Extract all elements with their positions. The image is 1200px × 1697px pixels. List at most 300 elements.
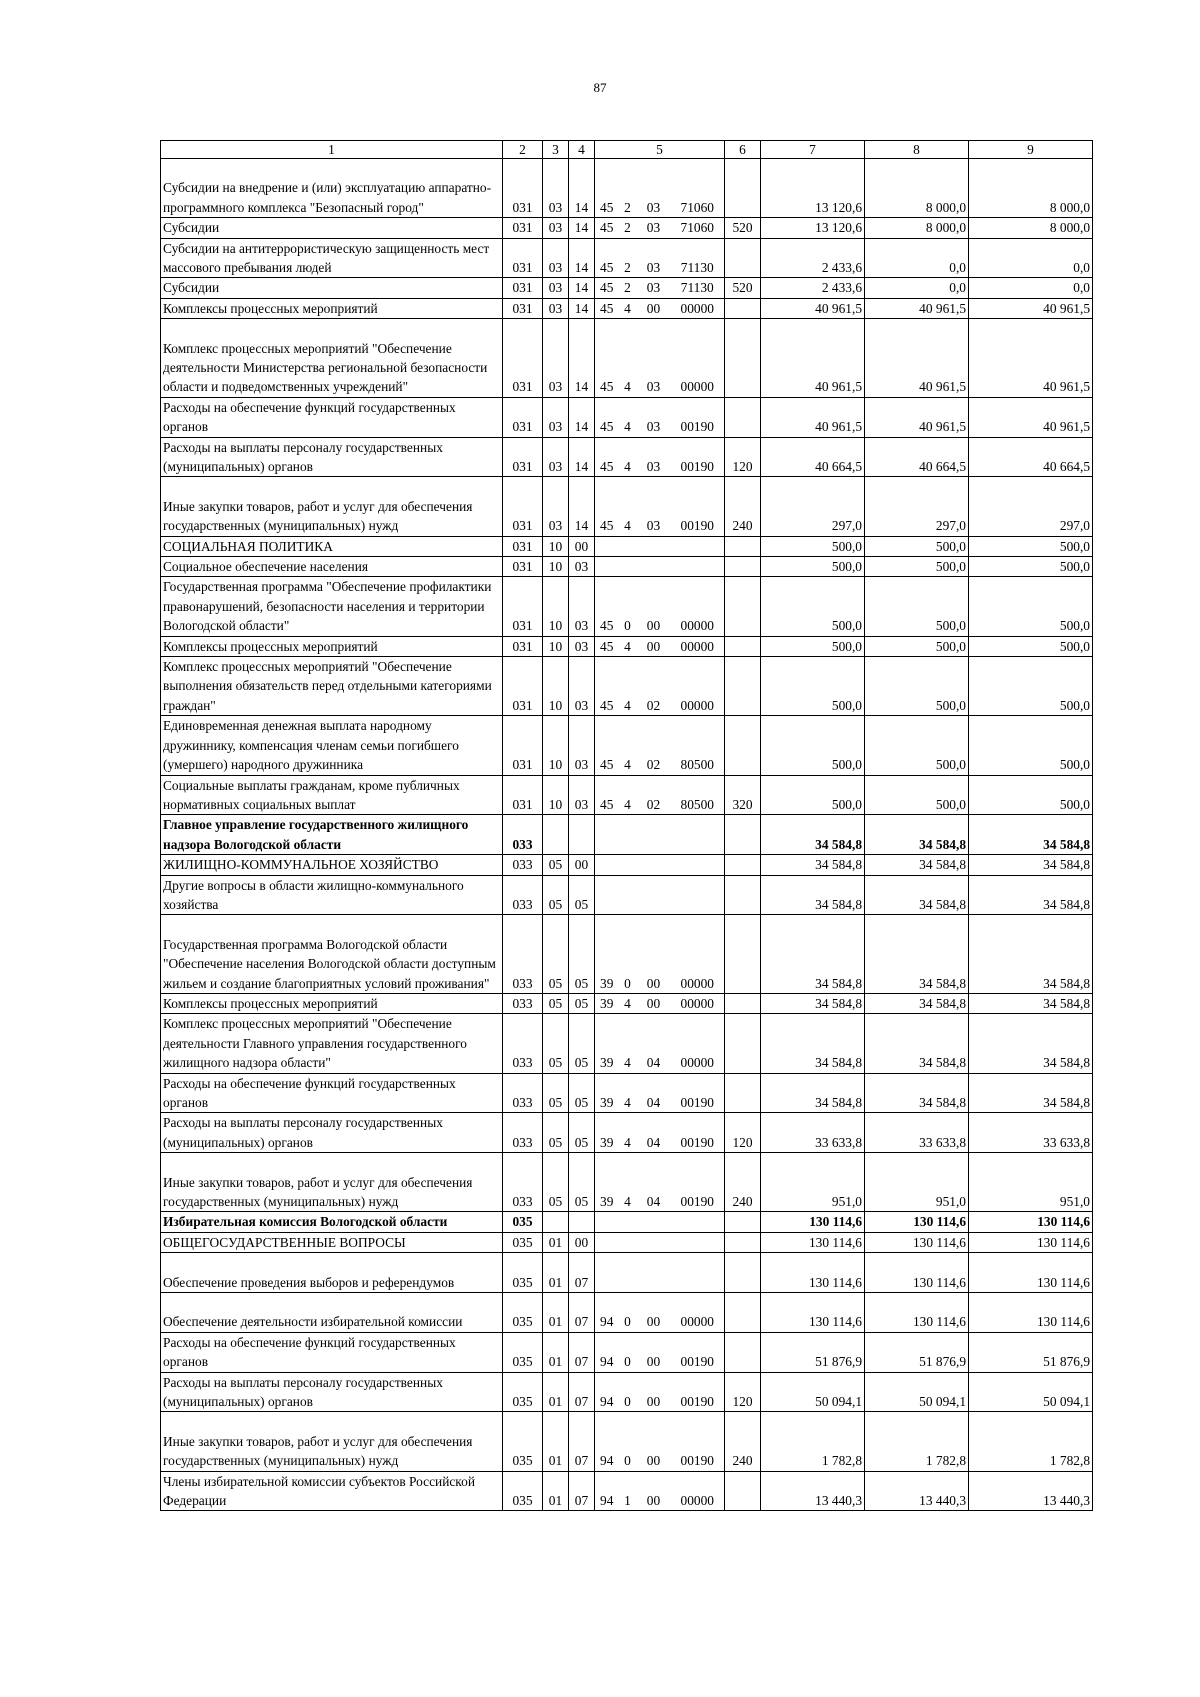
cell-amount-7: 130 114,6 xyxy=(761,1292,865,1332)
cell-code-3: 05 xyxy=(543,1014,569,1073)
table-row xyxy=(161,1073,1093,1113)
cell-code-2: 031 xyxy=(503,716,543,775)
cell-name: Другие вопросы в области жилищно-коммунального хозяйства xyxy=(161,875,503,915)
cell-code-5-c xyxy=(637,1232,671,1252)
cell-code-5-a: 45 xyxy=(595,657,619,716)
cell-code-5-d: 00190 xyxy=(671,477,725,536)
cell-name: Расходы на обеспечение функций государственных органов xyxy=(161,397,503,437)
cell-amount-7: 40 664,5 xyxy=(761,437,865,477)
cell-code-5-b: 0 xyxy=(619,1332,637,1372)
cell-amount-8: 297,0 xyxy=(865,477,969,536)
cell-code-2: 031 xyxy=(503,775,543,815)
cell-code-5-c: 04 xyxy=(637,1153,671,1212)
cell-code-6 xyxy=(725,815,761,855)
cell-code-5-b: 4 xyxy=(619,298,637,318)
cell-code-4: 00 xyxy=(569,855,595,875)
cell-code-5-c xyxy=(637,1253,671,1293)
cell-amount-8: 40 961,5 xyxy=(865,319,969,398)
table-row xyxy=(161,716,1093,775)
cell-code-5-b: 0 xyxy=(619,1372,637,1412)
cell-code-4: 05 xyxy=(569,1073,595,1113)
cell-code-5-b: 2 xyxy=(619,159,637,218)
cell-code-3: 01 xyxy=(543,1292,569,1332)
cell-code-5-d xyxy=(671,1253,725,1293)
cell-code-3: 05 xyxy=(543,855,569,875)
cell-code-5-c: 00 xyxy=(637,298,671,318)
cell-amount-8: 130 114,6 xyxy=(865,1212,969,1232)
table-row xyxy=(161,1232,1093,1252)
cell-code-4: 03 xyxy=(569,716,595,775)
cell-code-2: 031 xyxy=(503,477,543,536)
cell-code-4 xyxy=(569,815,595,855)
table-row xyxy=(161,397,1093,437)
table-row xyxy=(161,437,1093,477)
cell-amount-8: 8 000,0 xyxy=(865,159,969,218)
cell-code-3: 03 xyxy=(543,319,569,398)
cell-code-5-d: 00190 xyxy=(671,1153,725,1212)
cell-code-5-a xyxy=(595,855,619,875)
cell-amount-7: 40 961,5 xyxy=(761,397,865,437)
cell-code-5-b: 0 xyxy=(619,915,637,994)
cell-code-3: 01 xyxy=(543,1372,569,1412)
cell-code-5-c: 00 xyxy=(637,1372,671,1412)
cell-code-3: 10 xyxy=(543,716,569,775)
cell-code-5-b xyxy=(619,815,637,855)
cell-code-4: 07 xyxy=(569,1412,595,1471)
cell-amount-8: 34 584,8 xyxy=(865,875,969,915)
cell-amount-8: 8 000,0 xyxy=(865,218,969,238)
cell-code-5-c: 03 xyxy=(637,278,671,298)
cell-amount-8: 40 961,5 xyxy=(865,298,969,318)
cell-code-5-a: 39 xyxy=(595,1113,619,1153)
cell-code-2: 033 xyxy=(503,855,543,875)
table-row xyxy=(161,577,1093,636)
cell-amount-9: 500,0 xyxy=(969,657,1093,716)
cell-name: Комплексы процессных мероприятий xyxy=(161,298,503,318)
cell-code-3: 05 xyxy=(543,1153,569,1212)
cell-code-5-c: 03 xyxy=(637,397,671,437)
cell-amount-8: 51 876,9 xyxy=(865,1332,969,1372)
cell-code-6: 120 xyxy=(725,437,761,477)
cell-code-6: 520 xyxy=(725,278,761,298)
cell-code-5-b: 0 xyxy=(619,1412,637,1471)
cell-code-5-a: 39 xyxy=(595,1073,619,1113)
cell-amount-7: 40 961,5 xyxy=(761,298,865,318)
cell-code-5-a: 45 xyxy=(595,577,619,636)
cell-name: Обеспечение деятельности избирательной комиссии xyxy=(161,1292,503,1332)
cell-code-5-c: 00 xyxy=(637,1412,671,1471)
cell-code-2: 035 xyxy=(503,1253,543,1293)
cell-name: ЖИЛИЩНО-КОММУНАЛЬНОЕ ХОЗЯЙСТВО xyxy=(161,855,503,875)
cell-code-2: 033 xyxy=(503,815,543,855)
cell-code-5-d xyxy=(671,1232,725,1252)
cell-code-2: 033 xyxy=(503,915,543,994)
cell-code-5-d: 00190 xyxy=(671,437,725,477)
cell-code-5-c: 04 xyxy=(637,1014,671,1073)
budget-table xyxy=(160,140,1093,1511)
cell-code-3: 10 xyxy=(543,636,569,656)
cell-code-5-c: 00 xyxy=(637,636,671,656)
cell-code-2: 031 xyxy=(503,159,543,218)
cell-code-3: 10 xyxy=(543,557,569,577)
cell-amount-7: 34 584,8 xyxy=(761,993,865,1013)
cell-amount-9: 34 584,8 xyxy=(969,1014,1093,1073)
header-col-1: 1 xyxy=(161,141,503,159)
cell-amount-9: 40 961,5 xyxy=(969,397,1093,437)
cell-code-5-a: 39 xyxy=(595,915,619,994)
cell-code-6 xyxy=(725,298,761,318)
cell-amount-8: 0,0 xyxy=(865,278,969,298)
cell-code-5-b xyxy=(619,875,637,915)
cell-code-2: 031 xyxy=(503,238,543,278)
cell-code-5-c xyxy=(637,557,671,577)
cell-amount-7: 34 584,8 xyxy=(761,1073,865,1113)
cell-code-5-c: 00 xyxy=(637,1471,671,1511)
cell-code-5-a: 45 xyxy=(595,775,619,815)
cell-amount-7: 40 961,5 xyxy=(761,319,865,398)
cell-amount-8: 34 584,8 xyxy=(865,855,969,875)
cell-code-3: 03 xyxy=(543,437,569,477)
table-header-row xyxy=(161,141,1093,159)
table-row xyxy=(161,278,1093,298)
cell-amount-9: 13 440,3 xyxy=(969,1471,1093,1511)
cell-code-5-a: 45 xyxy=(595,278,619,298)
cell-amount-9: 130 114,6 xyxy=(969,1253,1093,1293)
table-row xyxy=(161,238,1093,278)
cell-name: Расходы на обеспечение функций государственных органов xyxy=(161,1332,503,1372)
cell-code-2: 031 xyxy=(503,298,543,318)
table-row xyxy=(161,536,1093,556)
cell-amount-9: 130 114,6 xyxy=(969,1292,1093,1332)
cell-amount-8: 500,0 xyxy=(865,775,969,815)
cell-name: Расходы на обеспечение функций государственных органов xyxy=(161,1073,503,1113)
cell-code-5-a xyxy=(595,1253,619,1293)
cell-amount-8: 13 440,3 xyxy=(865,1471,969,1511)
cell-code-5-d: 80500 xyxy=(671,775,725,815)
cell-code-5-d: 71130 xyxy=(671,238,725,278)
table-row xyxy=(161,1471,1093,1511)
header-col-4: 4 xyxy=(569,141,595,159)
header-col-8: 8 xyxy=(865,141,969,159)
cell-code-5-d: 71060 xyxy=(671,159,725,218)
cell-amount-9: 33 633,8 xyxy=(969,1113,1093,1153)
table-row xyxy=(161,775,1093,815)
cell-code-4: 14 xyxy=(569,238,595,278)
cell-code-6 xyxy=(725,1332,761,1372)
cell-code-5-b: 4 xyxy=(619,657,637,716)
cell-amount-7: 50 094,1 xyxy=(761,1372,865,1412)
cell-code-3: 10 xyxy=(543,657,569,716)
cell-amount-8: 500,0 xyxy=(865,577,969,636)
cell-code-3: 03 xyxy=(543,298,569,318)
cell-code-3: 05 xyxy=(543,1073,569,1113)
cell-code-2: 033 xyxy=(503,875,543,915)
table-row xyxy=(161,557,1093,577)
cell-code-3: 03 xyxy=(543,238,569,278)
cell-code-2: 031 xyxy=(503,657,543,716)
cell-code-5-a: 45 xyxy=(595,636,619,656)
cell-code-3: 05 xyxy=(543,875,569,915)
cell-amount-9: 500,0 xyxy=(969,577,1093,636)
cell-code-5-d: 00000 xyxy=(671,993,725,1013)
cell-code-4: 14 xyxy=(569,319,595,398)
cell-code-5-b: 4 xyxy=(619,775,637,815)
cell-code-6 xyxy=(725,319,761,398)
cell-code-3: 10 xyxy=(543,577,569,636)
cell-amount-9: 34 584,8 xyxy=(969,855,1093,875)
cell-amount-9: 500,0 xyxy=(969,716,1093,775)
cell-code-2: 031 xyxy=(503,437,543,477)
cell-name: Комплексы процессных мероприятий xyxy=(161,636,503,656)
cell-amount-7: 33 633,8 xyxy=(761,1113,865,1153)
cell-code-5-c: 04 xyxy=(637,1113,671,1153)
cell-code-5-c: 03 xyxy=(637,319,671,398)
cell-code-3: 03 xyxy=(543,159,569,218)
cell-code-5-a xyxy=(595,875,619,915)
cell-code-5-a: 94 xyxy=(595,1412,619,1471)
cell-code-5-b xyxy=(619,1253,637,1293)
cell-code-5-a: 39 xyxy=(595,993,619,1013)
cell-code-5-a: 94 xyxy=(595,1292,619,1332)
cell-name: Государственная программа Вологодской области "Обеспечение населения Вологодской области доступным жильем и создание благоприятных условий проживания" xyxy=(161,915,503,994)
cell-amount-9: 34 584,8 xyxy=(969,815,1093,855)
cell-amount-7: 2 433,6 xyxy=(761,278,865,298)
cell-amount-9: 297,0 xyxy=(969,477,1093,536)
cell-code-2: 035 xyxy=(503,1292,543,1332)
cell-name: Комплекс процессных мероприятий "Обеспечение деятельности Министерства региональной безопасности области и подведомственных учреждений" xyxy=(161,319,503,398)
cell-amount-7: 130 114,6 xyxy=(761,1232,865,1252)
cell-code-5-a: 45 xyxy=(595,218,619,238)
cell-code-5-d: 71130 xyxy=(671,278,725,298)
header-col-3: 3 xyxy=(543,141,569,159)
cell-code-2: 033 xyxy=(503,1153,543,1212)
cell-code-2: 031 xyxy=(503,577,543,636)
cell-code-5-b: 4 xyxy=(619,1014,637,1073)
table-row xyxy=(161,815,1093,855)
cell-code-3: 03 xyxy=(543,397,569,437)
cell-code-3: 10 xyxy=(543,536,569,556)
cell-code-3: 01 xyxy=(543,1471,569,1511)
cell-code-5-d xyxy=(671,855,725,875)
cell-amount-8: 34 584,8 xyxy=(865,1014,969,1073)
cell-amount-7: 34 584,8 xyxy=(761,855,865,875)
table-row xyxy=(161,915,1093,994)
cell-code-4: 07 xyxy=(569,1292,595,1332)
cell-code-2: 031 xyxy=(503,218,543,238)
cell-code-6 xyxy=(725,855,761,875)
table-row xyxy=(161,1113,1093,1153)
cell-code-4: 07 xyxy=(569,1253,595,1293)
cell-amount-9: 500,0 xyxy=(969,536,1093,556)
cell-code-6 xyxy=(725,636,761,656)
cell-amount-9: 40 961,5 xyxy=(969,298,1093,318)
cell-amount-8: 34 584,8 xyxy=(865,1073,969,1113)
cell-name: Комплексы процессных мероприятий xyxy=(161,993,503,1013)
cell-amount-7: 13 440,3 xyxy=(761,1471,865,1511)
cell-code-5-d: 71060 xyxy=(671,218,725,238)
cell-code-5-c: 00 xyxy=(637,1292,671,1332)
table-row xyxy=(161,218,1093,238)
table-row xyxy=(161,1412,1093,1471)
cell-code-5-d xyxy=(671,536,725,556)
table-row xyxy=(161,1153,1093,1212)
table-row xyxy=(161,159,1093,218)
cell-code-5-c xyxy=(637,1212,671,1232)
cell-name: Расходы на выплаты персоналу государственных (муниципальных) органов xyxy=(161,1372,503,1412)
cell-code-5-b xyxy=(619,1232,637,1252)
cell-amount-7: 500,0 xyxy=(761,536,865,556)
cell-code-2: 031 xyxy=(503,557,543,577)
cell-code-5-b xyxy=(619,1212,637,1232)
cell-code-4: 07 xyxy=(569,1471,595,1511)
cell-code-5-c: 03 xyxy=(637,238,671,278)
cell-amount-8: 40 961,5 xyxy=(865,397,969,437)
header-col-7: 7 xyxy=(761,141,865,159)
cell-amount-9: 1 782,8 xyxy=(969,1412,1093,1471)
cell-code-5-b: 4 xyxy=(619,1073,637,1113)
cell-amount-9: 40 961,5 xyxy=(969,319,1093,398)
cell-code-5-a: 94 xyxy=(595,1372,619,1412)
cell-code-2: 033 xyxy=(503,1113,543,1153)
cell-code-5-b xyxy=(619,557,637,577)
cell-code-5-a: 94 xyxy=(595,1332,619,1372)
page-number: 87 xyxy=(593,80,607,95)
cell-code-2: 033 xyxy=(503,1073,543,1113)
cell-amount-9: 951,0 xyxy=(969,1153,1093,1212)
cell-name: Субсидии xyxy=(161,278,503,298)
cell-code-6 xyxy=(725,1073,761,1113)
cell-amount-8: 130 114,6 xyxy=(865,1292,969,1332)
cell-code-6: 520 xyxy=(725,218,761,238)
cell-code-5-b: 4 xyxy=(619,319,637,398)
cell-code-3: 01 xyxy=(543,1253,569,1293)
cell-code-5-c: 00 xyxy=(637,1332,671,1372)
cell-code-5-b: 4 xyxy=(619,1113,637,1153)
cell-code-5-c: 03 xyxy=(637,477,671,536)
cell-amount-7: 34 584,8 xyxy=(761,1014,865,1073)
cell-code-5-d: 00000 xyxy=(671,657,725,716)
cell-code-4: 05 xyxy=(569,915,595,994)
cell-amount-8: 500,0 xyxy=(865,657,969,716)
cell-code-5-d: 00000 xyxy=(671,577,725,636)
cell-code-5-a xyxy=(595,557,619,577)
cell-amount-9: 8 000,0 xyxy=(969,218,1093,238)
cell-amount-7: 500,0 xyxy=(761,577,865,636)
cell-code-5-d xyxy=(671,557,725,577)
cell-code-2: 035 xyxy=(503,1372,543,1412)
cell-code-4: 00 xyxy=(569,536,595,556)
budget-table-container xyxy=(160,140,1092,1511)
cell-code-5-b xyxy=(619,536,637,556)
cell-code-6: 240 xyxy=(725,1412,761,1471)
cell-amount-9: 130 114,6 xyxy=(969,1232,1093,1252)
cell-name: Избирательная комиссия Вологодской области xyxy=(161,1212,503,1232)
cell-code-5-d: 00000 xyxy=(671,1471,725,1511)
cell-code-5-d: 80500 xyxy=(671,716,725,775)
cell-name: Государственная программа "Обеспечение профилактики правонарушений, безопасности населения и территории Вологодской области" xyxy=(161,577,503,636)
cell-code-5-d: 00000 xyxy=(671,636,725,656)
table-row xyxy=(161,875,1093,915)
cell-code-4: 14 xyxy=(569,397,595,437)
cell-code-6 xyxy=(725,1253,761,1293)
header-col-9: 9 xyxy=(969,141,1093,159)
cell-name: Комплекс процессных мероприятий "Обеспечение деятельности Главного управления государственного жилищного надзора области" xyxy=(161,1014,503,1073)
cell-code-5-d xyxy=(671,875,725,915)
cell-code-5-a: 45 xyxy=(595,477,619,536)
table-row xyxy=(161,298,1093,318)
cell-amount-8: 500,0 xyxy=(865,557,969,577)
table-row xyxy=(161,855,1093,875)
cell-code-3: 05 xyxy=(543,1113,569,1153)
cell-amount-7: 130 114,6 xyxy=(761,1212,865,1232)
cell-code-5-d: 00000 xyxy=(671,1014,725,1073)
cell-code-3: 03 xyxy=(543,477,569,536)
cell-code-6 xyxy=(725,397,761,437)
cell-code-5-b: 4 xyxy=(619,1153,637,1212)
cell-name: Расходы на выплаты персоналу государственных (муниципальных) органов xyxy=(161,1113,503,1153)
cell-amount-8: 1 782,8 xyxy=(865,1412,969,1471)
cell-code-5-c: 00 xyxy=(637,915,671,994)
cell-code-3: 10 xyxy=(543,775,569,815)
cell-amount-8: 500,0 xyxy=(865,536,969,556)
cell-code-5-d: 00190 xyxy=(671,1113,725,1153)
cell-amount-7: 951,0 xyxy=(761,1153,865,1212)
header-col-2: 2 xyxy=(503,141,543,159)
cell-amount-8: 40 664,5 xyxy=(865,437,969,477)
cell-code-4: 00 xyxy=(569,1232,595,1252)
cell-name: Главное управление государственного жилищного надзора Вологодской области xyxy=(161,815,503,855)
cell-code-5-d: 00190 xyxy=(671,1332,725,1372)
cell-code-5-c: 02 xyxy=(637,775,671,815)
table-row xyxy=(161,657,1093,716)
table-row xyxy=(161,993,1093,1013)
cell-amount-9: 130 114,6 xyxy=(969,1212,1093,1232)
cell-code-5-d: 00190 xyxy=(671,1073,725,1113)
cell-name: Иные закупки товаров, работ и услуг для обеспечения государственных (муниципальных) нужд xyxy=(161,477,503,536)
cell-code-5-c: 02 xyxy=(637,657,671,716)
cell-code-4: 14 xyxy=(569,477,595,536)
cell-amount-8: 34 584,8 xyxy=(865,815,969,855)
cell-amount-7: 13 120,6 xyxy=(761,218,865,238)
table-row xyxy=(161,319,1093,398)
cell-name: Члены избирательной комиссии субъектов Российской Федерации xyxy=(161,1471,503,1511)
cell-name: СОЦИАЛЬНАЯ ПОЛИТИКА xyxy=(161,536,503,556)
cell-code-5-a xyxy=(595,1232,619,1252)
cell-code-5-c: 03 xyxy=(637,159,671,218)
cell-amount-7: 2 433,6 xyxy=(761,238,865,278)
table-row xyxy=(161,1014,1093,1073)
cell-code-2: 033 xyxy=(503,1014,543,1073)
cell-code-5-a: 94 xyxy=(595,1471,619,1511)
cell-code-4: 14 xyxy=(569,278,595,298)
cell-amount-7: 500,0 xyxy=(761,557,865,577)
cell-code-5-b: 1 xyxy=(619,1471,637,1511)
cell-code-4: 03 xyxy=(569,775,595,815)
cell-code-6 xyxy=(725,1014,761,1073)
cell-code-5-c: 03 xyxy=(637,437,671,477)
cell-amount-9: 500,0 xyxy=(969,636,1093,656)
cell-code-5-a: 39 xyxy=(595,1153,619,1212)
cell-amount-7: 500,0 xyxy=(761,657,865,716)
cell-code-4: 14 xyxy=(569,159,595,218)
cell-code-5-b xyxy=(619,855,637,875)
cell-code-2: 035 xyxy=(503,1412,543,1471)
cell-code-5-d: 00000 xyxy=(671,298,725,318)
cell-code-2: 035 xyxy=(503,1232,543,1252)
cell-code-6 xyxy=(725,557,761,577)
cell-code-4: 03 xyxy=(569,557,595,577)
cell-code-4: 03 xyxy=(569,657,595,716)
